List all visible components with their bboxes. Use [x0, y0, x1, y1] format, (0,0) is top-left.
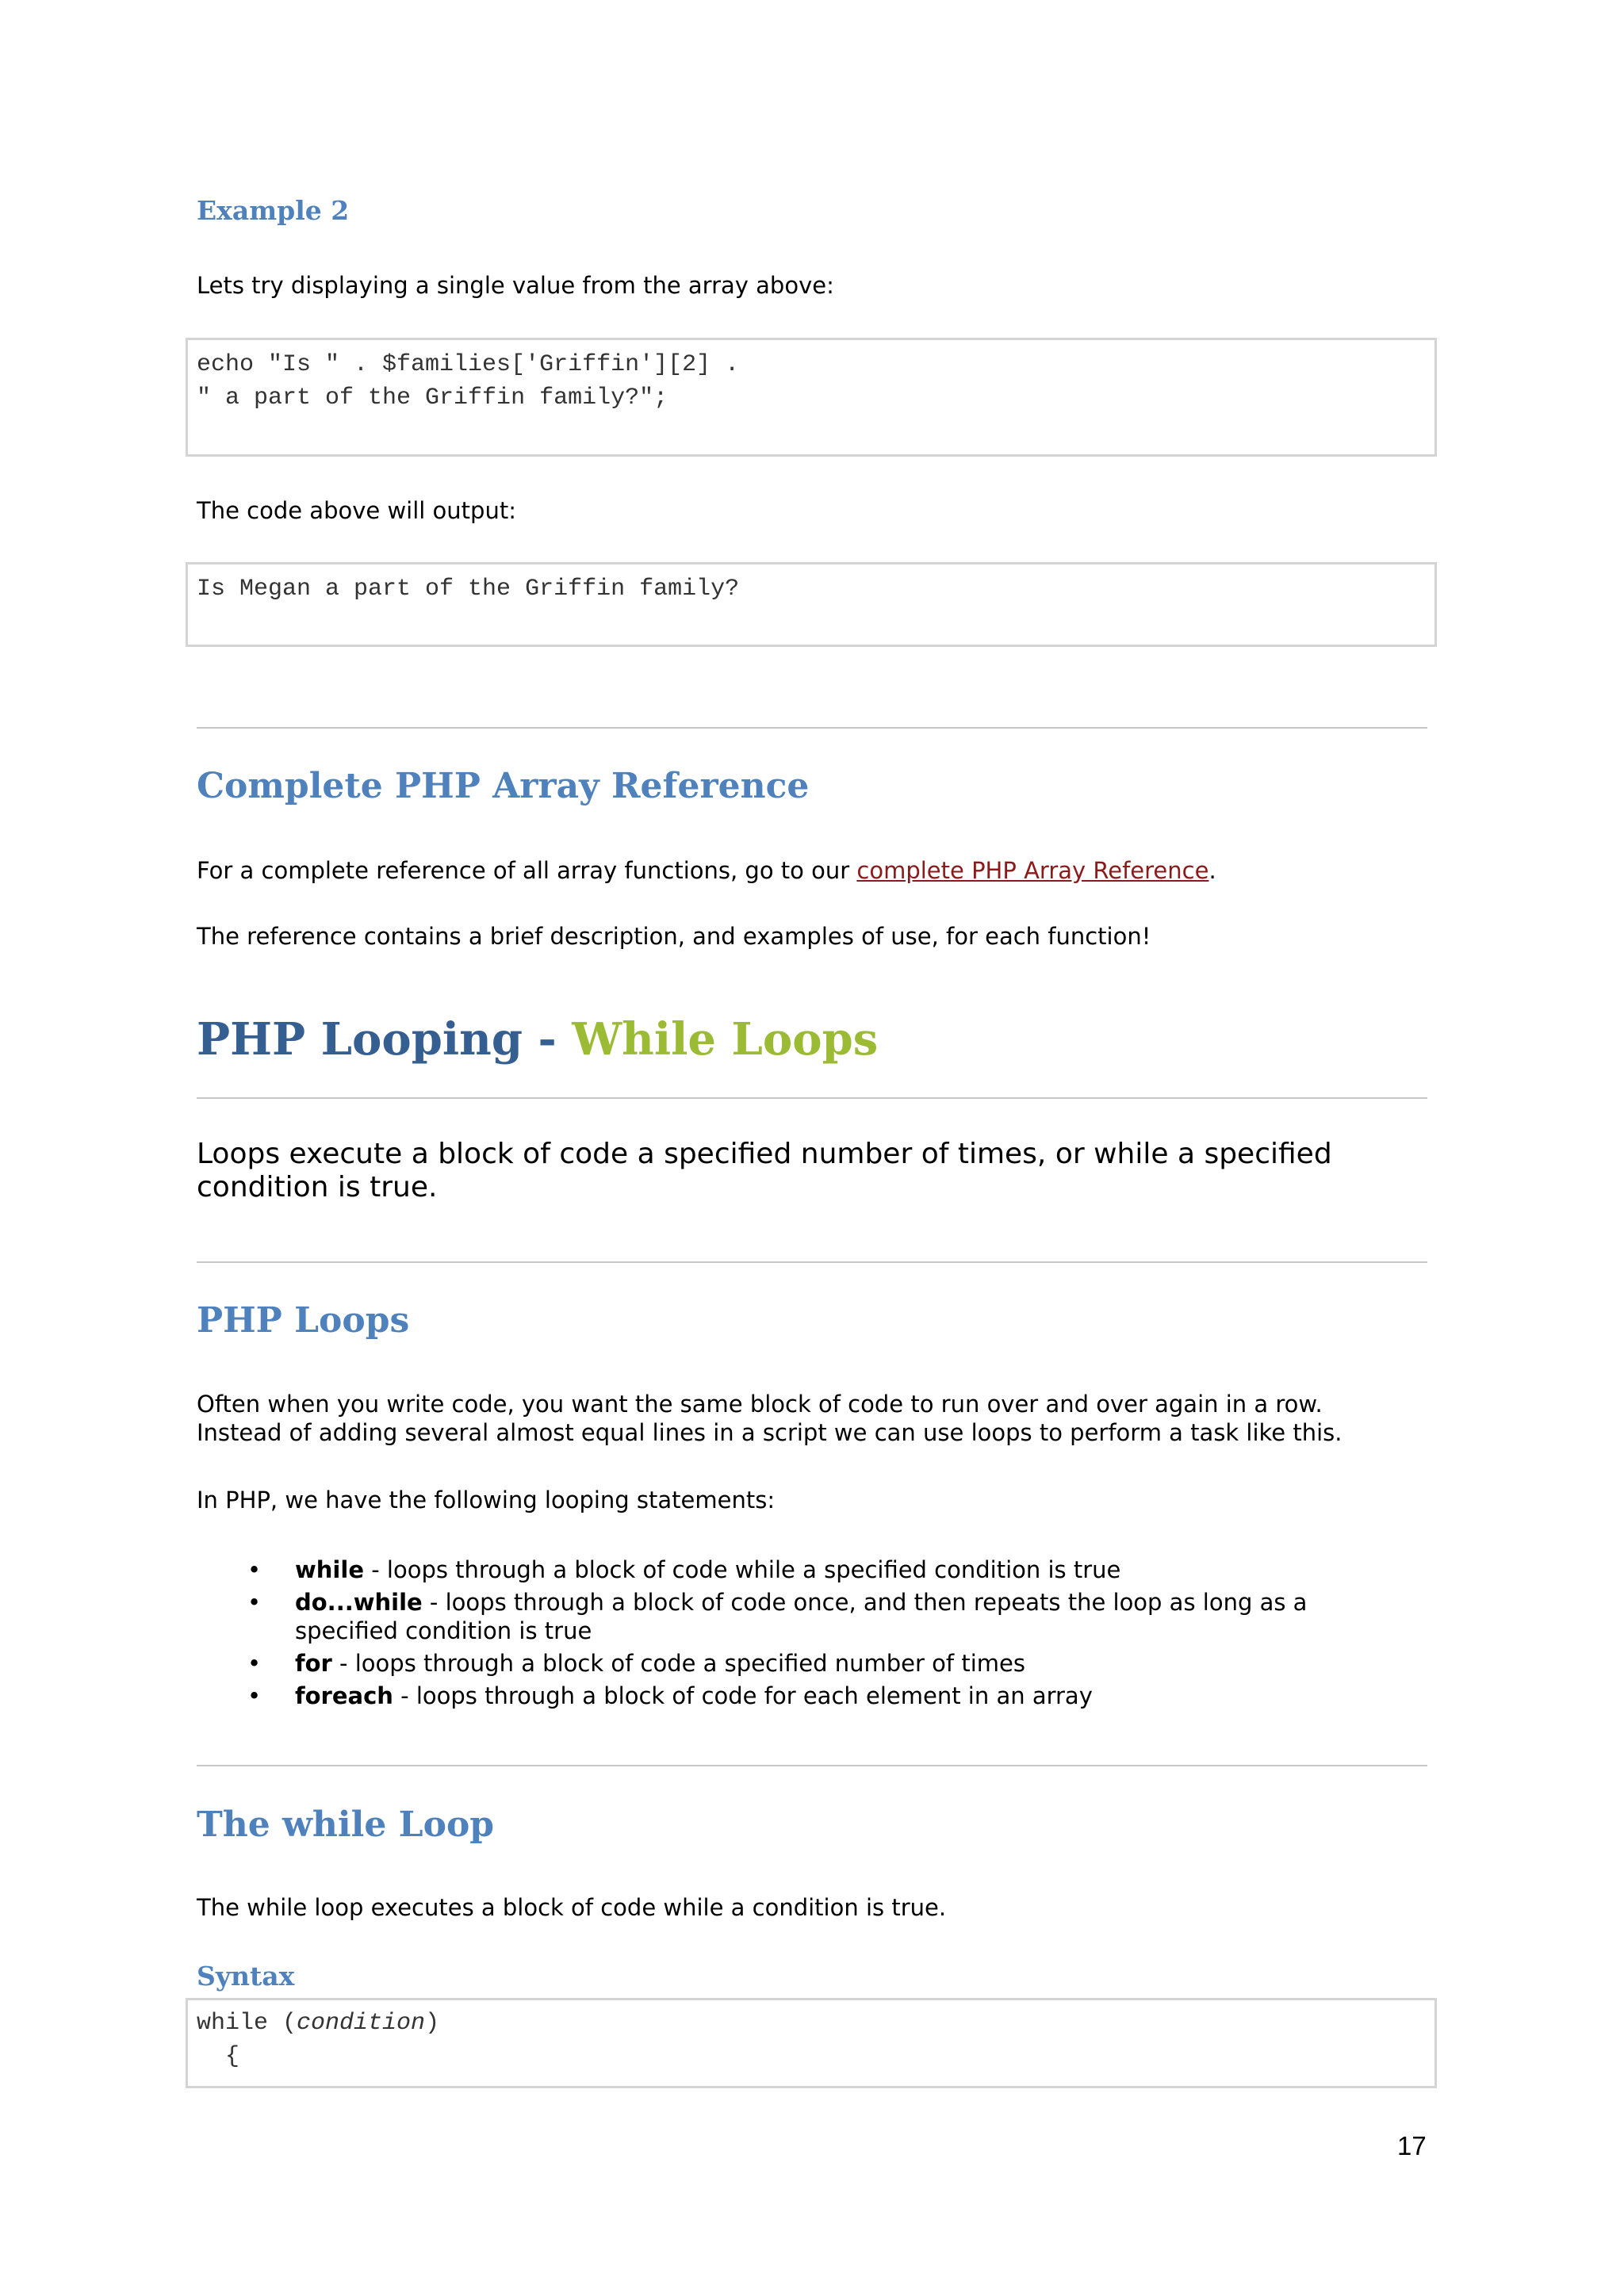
list-item [197, 1588, 1386, 1645]
keyword: while [197, 2010, 269, 2037]
code-paren: ( [268, 2010, 297, 2037]
condition: condition [297, 2010, 426, 2037]
array-reference-description: The reference contains a brief description, and examples of use, for each function! [197, 923, 1151, 950]
term: foreach [295, 1682, 393, 1709]
array-reference-text [197, 856, 1216, 885]
bullet: • [247, 1650, 262, 1677]
paragraph-line: Often when you write code, you want the same block of code to run over and over again in a row. [197, 1391, 1323, 1418]
description: - loops through a block of code for each element in an array [393, 1682, 1093, 1709]
while-loop-heading: The while Loop [197, 1804, 495, 1845]
list-item [197, 1556, 1386, 1584]
while-loop-description: The while loop executes a block of code while a condition is true. [197, 1894, 947, 1921]
output-text: Is Megan a part of the Griffin family? [197, 576, 740, 603]
title-part-1: PHP Looping - [197, 1013, 573, 1066]
paragraph-line: Instead of adding several almost equal lines in a script we can use loops to perform a task like this. [197, 1419, 1342, 1446]
text: For a complete reference of all array functions, go to our [197, 857, 857, 884]
syntax-code-block [186, 1998, 1437, 2088]
paragraph: In PHP, we have the following looping statements: [197, 1487, 776, 1513]
list-item [197, 1682, 1386, 1710]
code-brace: { [197, 2043, 240, 2070]
syntax-heading: Syntax [197, 1961, 295, 1992]
code-text [188, 340, 1434, 415]
divider [197, 1261, 1427, 1263]
term: for [295, 1650, 332, 1677]
bullet: • [247, 1589, 262, 1616]
output-block [186, 562, 1437, 647]
syntax-code [188, 2000, 1434, 2073]
bullet: • [247, 1682, 262, 1709]
term: while [295, 1556, 364, 1583]
divider [197, 1097, 1427, 1099]
array-reference-heading: Complete PHP Array Reference [197, 766, 810, 806]
description: - loops through a block of code once, and then repeats the loop as long as a specified condition is true [295, 1589, 1308, 1644]
term: do...while [295, 1589, 423, 1616]
output-intro: The code above will output: [197, 497, 516, 524]
title-part-2: While Loops [572, 1013, 879, 1066]
description: - loops through a block of code while a specified condition is true [364, 1556, 1121, 1583]
bullet: • [247, 1556, 262, 1583]
code-line: " a part of the Griffin family?"; [197, 385, 668, 411]
list-item [197, 1649, 1386, 1678]
lead-text: Loops execute a block of code a specified number of times, or while a specified condition is true. [197, 1138, 1332, 1203]
divider [197, 1765, 1427, 1766]
example-intro: Lets try displaying a single value from the array above: [197, 272, 834, 299]
page-number: 17 [1397, 2131, 1427, 2160]
code-paren: ) [425, 2010, 440, 2037]
code-block [186, 338, 1437, 457]
php-loops-heading: PHP Loops [197, 1300, 410, 1341]
code-line: echo "Is " . $families['Griffin'][2] . [197, 351, 740, 378]
loop-statements-list [197, 1556, 1386, 1714]
example-heading: Example 2 [197, 195, 350, 226]
page-title [197, 1013, 878, 1066]
description: - loops through a block of code a specified number of times [331, 1650, 1025, 1677]
array-reference-link[interactable]: complete PHP Array Reference [856, 857, 1209, 884]
divider [197, 727, 1427, 729]
text: . [1208, 857, 1216, 884]
